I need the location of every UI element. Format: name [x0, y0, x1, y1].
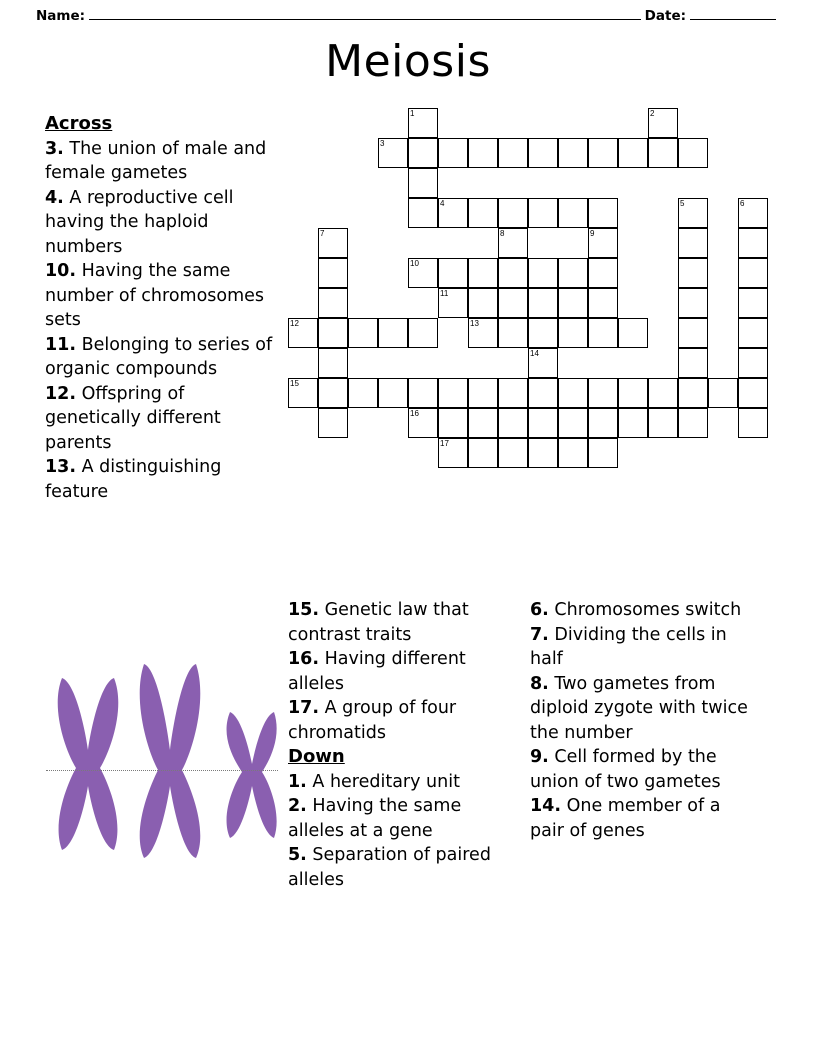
grid-cell[interactable]: [288, 318, 318, 348]
grid-cell[interactable]: [528, 348, 558, 378]
grid-cell[interactable]: [678, 258, 708, 288]
grid-cell-number: 13: [470, 319, 479, 328]
clue-column-right: [530, 598, 756, 843]
grid-cell[interactable]: [558, 138, 588, 168]
clue-number: 1.: [288, 771, 307, 792]
clue-text: A group of four chromatids: [288, 698, 457, 743]
grid-cell[interactable]: [678, 408, 708, 438]
grid-cell-number: 17: [440, 439, 449, 448]
worksheet-header: [36, 8, 780, 24]
grid-cell[interactable]: [648, 108, 678, 138]
clue-number: 17.: [288, 698, 320, 718]
grid-cell-number: 16: [410, 409, 419, 418]
grid-cell[interactable]: [738, 408, 768, 438]
clue-text: Dividing the cells in half: [530, 624, 727, 669]
clue-across-11: [45, 333, 277, 382]
grid-cell[interactable]: [408, 408, 438, 438]
clue-across-12: [45, 382, 277, 456]
grid-cell[interactable]: [648, 378, 678, 408]
grid-cell[interactable]: [438, 408, 468, 438]
grid-cell[interactable]: [348, 318, 378, 348]
grid-cell[interactable]: [498, 198, 528, 228]
clue-number: 13.: [45, 457, 77, 477]
grid-cell[interactable]: [738, 288, 768, 318]
clue-text: Having the same number of chromosomes sets: [45, 261, 265, 330]
grid-cell[interactable]: [468, 318, 498, 348]
grid-cell[interactable]: [468, 438, 498, 468]
clue-text: Chromosomes switch: [554, 600, 742, 620]
grid-cell[interactable]: [558, 288, 588, 318]
grid-cell-number: 10: [410, 259, 419, 268]
grid-cell[interactable]: [318, 318, 348, 348]
grid-cell[interactable]: [588, 258, 618, 288]
centromere-guide-line: [46, 770, 278, 771]
grid-cell[interactable]: [678, 318, 708, 348]
grid-cell[interactable]: [738, 378, 768, 408]
name-write-line[interactable]: [89, 19, 641, 20]
grid-cell[interactable]: [618, 318, 648, 348]
grid-cell[interactable]: [498, 318, 528, 348]
grid-cell[interactable]: [498, 438, 528, 468]
grid-cell-number: 11: [440, 289, 449, 298]
grid-cell[interactable]: [648, 138, 678, 168]
clue-number: 15.: [288, 600, 320, 620]
grid-cell[interactable]: [498, 288, 528, 318]
grid-cell[interactable]: [618, 378, 648, 408]
grid-cell[interactable]: [528, 198, 558, 228]
grid-cell[interactable]: [408, 138, 438, 168]
grid-cell[interactable]: [528, 258, 558, 288]
grid-cell[interactable]: [558, 378, 588, 408]
grid-cell[interactable]: [738, 198, 768, 228]
grid-cell[interactable]: [468, 288, 498, 318]
grid-cell[interactable]: [618, 408, 648, 438]
grid-cell[interactable]: [318, 288, 348, 318]
clue-number: 4.: [45, 187, 64, 208]
grid-cell[interactable]: [588, 288, 618, 318]
grid-cell[interactable]: [498, 408, 528, 438]
clue-text: Separation of paired alleles: [288, 845, 491, 890]
grid-cell[interactable]: [558, 258, 588, 288]
grid-cell[interactable]: [558, 198, 588, 228]
clue-text: Having different alleles: [288, 649, 466, 694]
grid-cell[interactable]: [588, 438, 618, 468]
name-label: Name:: [36, 8, 86, 24]
grid-cell[interactable]: [318, 258, 348, 288]
grid-cell[interactable]: [498, 378, 528, 408]
clue-down-2: [288, 794, 518, 843]
clue-across-3: [45, 137, 277, 186]
clue-number: 12.: [45, 383, 77, 404]
clue-across-13: [45, 455, 277, 504]
grid-cell-number: 1: [410, 109, 415, 118]
grid-cell[interactable]: [528, 438, 558, 468]
clue-down-14: [530, 794, 756, 843]
grid-cell[interactable]: [438, 138, 468, 168]
chromosome-illustration: [40, 660, 284, 860]
clue-text: A distinguishing feature: [45, 457, 222, 502]
clue-column-middle: [288, 598, 518, 892]
grid-cell[interactable]: [408, 318, 438, 348]
grid-cell[interactable]: [738, 318, 768, 348]
grid-cell[interactable]: [678, 228, 708, 258]
clue-text: Cell formed by the union of two gametes: [530, 747, 721, 792]
clue-text: Offspring of genetically different parents: [45, 383, 221, 453]
grid-cell[interactable]: [528, 318, 558, 348]
clue-text: One member of a pair of genes: [530, 796, 721, 841]
chromosome-icon: [40, 660, 284, 860]
clue-across-4: [45, 186, 277, 260]
clue-number: 14.: [530, 796, 562, 816]
grid-cell[interactable]: [528, 408, 558, 438]
clue-text: Having the same alleles at a gene: [288, 796, 462, 841]
grid-cell[interactable]: [498, 228, 528, 258]
grid-cell[interactable]: [738, 228, 768, 258]
grid-cell[interactable]: [498, 258, 528, 288]
grid-cell[interactable]: [468, 408, 498, 438]
clue-down-6: [530, 598, 756, 623]
grid-cell[interactable]: [408, 378, 438, 408]
clue-number: 5.: [288, 845, 307, 865]
grid-cell[interactable]: [468, 378, 498, 408]
grid-cell[interactable]: [438, 198, 468, 228]
grid-cell[interactable]: [438, 258, 468, 288]
date-write-line[interactable]: [690, 19, 776, 20]
grid-cell[interactable]: [378, 378, 408, 408]
grid-cell[interactable]: [318, 378, 348, 408]
grid-cell-number: 8: [500, 229, 505, 238]
grid-cell[interactable]: [528, 288, 558, 318]
grid-cell[interactable]: [468, 258, 498, 288]
grid-cell[interactable]: [318, 408, 348, 438]
clue-down-5: [288, 843, 518, 892]
grid-cell-number: 14: [530, 349, 539, 358]
clue-number: 10.: [45, 261, 77, 281]
clue-down-9: [530, 745, 756, 794]
grid-cell[interactable]: [408, 168, 438, 198]
page-title: Meiosis: [325, 36, 491, 87]
grid-cell[interactable]: [528, 138, 558, 168]
grid-cell-number: 7: [320, 229, 325, 238]
grid-cell[interactable]: [558, 408, 588, 438]
clue-across-16: [288, 647, 518, 696]
clue-number: 9.: [530, 747, 549, 767]
across-heading: Across: [45, 113, 113, 134]
grid-cell-number: 15: [290, 379, 299, 388]
grid-cell[interactable]: [588, 318, 618, 348]
clue-number: 8.: [530, 673, 549, 694]
down-heading: Down: [288, 746, 345, 767]
clue-text: Belonging to series of organic compounds: [45, 334, 273, 379]
clue-across-15: [288, 598, 518, 647]
grid-cell[interactable]: [708, 378, 738, 408]
grid-cell[interactable]: [588, 408, 618, 438]
clue-number: 3.: [45, 138, 64, 159]
grid-cell[interactable]: [438, 378, 468, 408]
grid-cell-number: 12: [290, 319, 299, 328]
grid-cell-number: 6: [740, 199, 745, 208]
grid-cell[interactable]: [738, 348, 768, 378]
grid-cell[interactable]: [588, 138, 618, 168]
clue-text: A hereditary unit: [312, 771, 460, 792]
grid-cell[interactable]: [678, 138, 708, 168]
grid-cell[interactable]: [318, 228, 348, 258]
clue-text: A reproductive cell having the haploid numbers: [45, 187, 234, 257]
grid-cell[interactable]: [618, 138, 648, 168]
clue-down-1: [288, 770, 518, 795]
grid-cell[interactable]: [408, 258, 438, 288]
clue-text: Genetic law that contrast traits: [288, 600, 469, 645]
clue-number: 7.: [530, 624, 549, 645]
grid-cell[interactable]: [648, 408, 678, 438]
grid-cell[interactable]: [588, 228, 618, 258]
clue-text: The union of male and female gametes: [45, 138, 267, 183]
grid-cell-number: 9: [590, 229, 595, 238]
grid-cell[interactable]: [558, 318, 588, 348]
grid-cell[interactable]: [558, 438, 588, 468]
clue-down-7: [530, 623, 756, 672]
grid-cell[interactable]: [288, 378, 318, 408]
grid-cell[interactable]: [378, 318, 408, 348]
grid-cell[interactable]: [738, 258, 768, 288]
grid-cell[interactable]: [588, 198, 618, 228]
grid-cell[interactable]: [408, 108, 438, 138]
clue-number: 11.: [45, 334, 77, 355]
grid-cell-number: 2: [650, 109, 655, 118]
grid-cell[interactable]: [348, 378, 378, 408]
clue-down-8: [530, 672, 756, 746]
grid-cell[interactable]: [678, 288, 708, 318]
grid-cell[interactable]: [678, 378, 708, 408]
grid-cell[interactable]: [678, 348, 708, 378]
grid-cell[interactable]: [468, 138, 498, 168]
grid-cell[interactable]: [528, 378, 558, 408]
grid-cell-number: 4: [440, 199, 445, 208]
clue-number: 16.: [288, 649, 320, 669]
clue-text: Two gametes from diploid zygote with twice the number: [530, 673, 748, 743]
grid-cell[interactable]: [678, 198, 708, 228]
across-clue-column: [45, 112, 277, 504]
grid-cell-number: 5: [680, 199, 685, 208]
grid-cell[interactable]: [408, 198, 438, 228]
clue-number: 2.: [288, 796, 307, 816]
crossword-grid[interactable]: [288, 108, 788, 578]
clue-across-17: [288, 696, 518, 745]
clue-number: 6.: [530, 600, 549, 620]
grid-cell[interactable]: [468, 198, 498, 228]
grid-cell[interactable]: [438, 438, 468, 468]
grid-cell[interactable]: [378, 138, 408, 168]
grid-cell[interactable]: [498, 138, 528, 168]
grid-cell-number: 3: [380, 139, 385, 148]
grid-cell[interactable]: [438, 288, 468, 318]
clue-across-10: [45, 259, 277, 333]
date-label: Date:: [644, 8, 686, 24]
grid-cell[interactable]: [318, 348, 348, 378]
grid-cell[interactable]: [588, 378, 618, 408]
